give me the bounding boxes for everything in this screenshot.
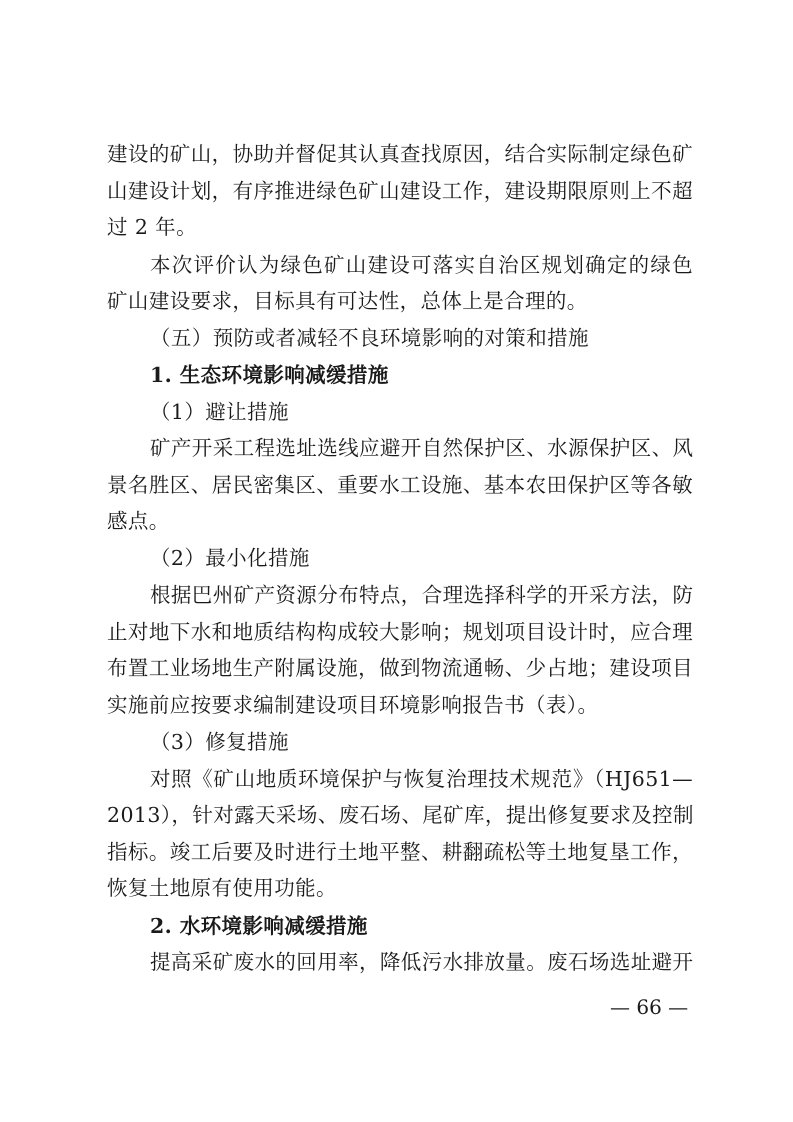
item-heading: （2）最小化措施 <box>150 546 310 570</box>
paragraph-line: 指标。竣工后要及时进行土地平整、耕翻疏松等土地复垦工作， <box>107 840 693 864</box>
item-heading: （1）避让措施 <box>150 400 289 424</box>
paragraph-line: 矿产开采工程选址选线应避开自然保护区、水源保护区、风 <box>150 436 694 460</box>
paragraph-line: 2013），针对露天采场、废石场、尾矿库，提出修复要求及控制 <box>107 803 694 827</box>
item-heading: （3）修复措施 <box>150 730 289 754</box>
paragraph-line: 山建设计划，有序推进绿色矿山建设工作，建设期限原则上不超 <box>107 179 693 203</box>
subsection-heading: 1. 生态环境影响减缓措施 <box>150 363 389 387</box>
paragraph-line: 感点。 <box>107 509 170 533</box>
paragraph-line: 过 2 年。 <box>107 215 197 239</box>
paragraph-line: 对照《矿山地质环境保护与恢复治理技术规范》（HJ651— <box>150 767 693 791</box>
paragraph-line: 布置工业场地生产附属设施，做到物流通畅、少占地；建设项目 <box>107 656 693 680</box>
subsection-heading: 2. 水环境影响减缓措施 <box>150 914 368 938</box>
page-number: — 66 — <box>610 995 689 1019</box>
paragraph-line: 矿山建设要求，目标具有可达性，总体上是合理的。 <box>107 289 588 313</box>
paragraph-line: 景名胜区、居民密集区、重要水工设施、基本农田保护区等各敏 <box>107 473 693 497</box>
paragraph-line: 止对地下水和地质结构构成较大影响；规划项目设计时，应合理 <box>107 620 693 644</box>
paragraph-line: 恢复土地原有使用功能。 <box>107 876 337 900</box>
paragraph-line: 提高采矿废水的回用率，降低污水排放量。废石场选址避开 <box>150 950 694 974</box>
paragraph-line: 实施前应按要求编制建设项目环境影响报告书（表）。 <box>107 693 599 717</box>
paragraph-line: 根据巴州矿产资源分布特点，合理选择科学的开采方法，防 <box>150 583 694 607</box>
section-heading: （五）预防或者减轻不良环境影响的对策和措施 <box>150 326 589 350</box>
paragraph-line: 本次评价认为绿色矿山建设可落实自治区规划确定的绿色 <box>150 253 693 277</box>
paragraph-line: 建设的矿山，协助并督促其认真查找原因，结合实际制定绿色矿 <box>107 142 693 166</box>
